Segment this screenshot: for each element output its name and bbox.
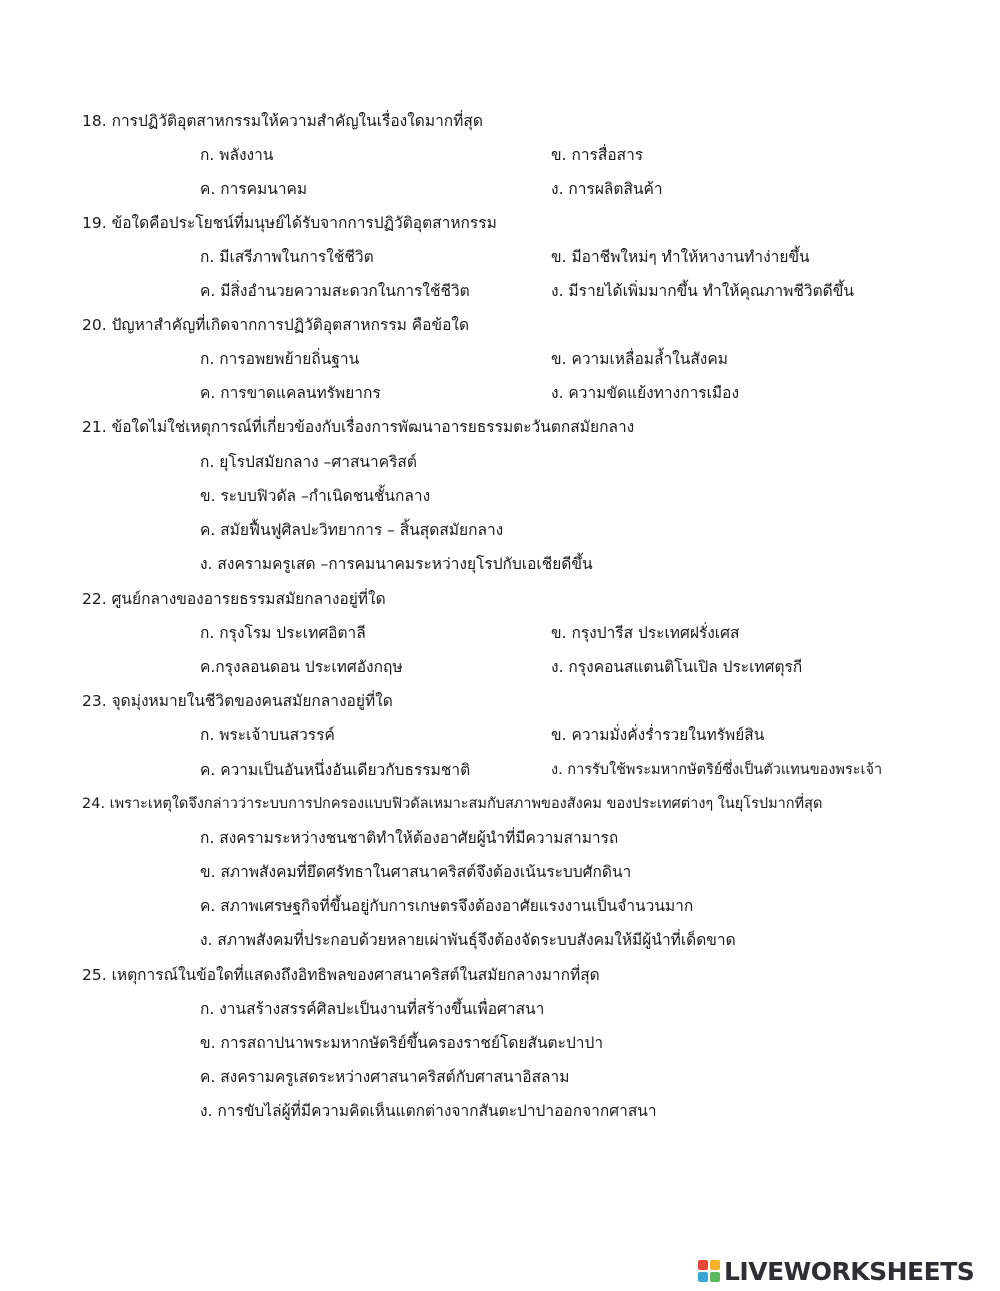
question-23: 23. จุดมุ่งหมายในชีวิตของคนสมัยกลางอยู่ที่ใด [82, 692, 393, 710]
logo-mark-tile [710, 1260, 720, 1270]
logo-mark-icon [698, 1260, 720, 1282]
q22-option-a[interactable]: ก. กรุงโรม ประเทศอิตาลี [200, 624, 366, 642]
q25-option-a[interactable]: ก. งานสร้างสรรค์ศิลปะเป็นงานที่สร้างขึ้นเพื่อศาสนา [200, 1000, 545, 1018]
q24-option-a[interactable]: ก. สงครามระหว่างชนชาติทำให้ต้องอาศัยผู้นำที่มีความสามารถ [200, 829, 619, 847]
q20-option-c[interactable]: ค. การขาดแคลนทรัพยากร [200, 384, 381, 402]
q23-option-c[interactable]: ค. ความเป็นอันหนึ่งอันเดียวกับธรรมชาติ [200, 761, 471, 779]
q25-option-c[interactable]: ค. สงครามครูเสดระหว่างศาสนาคริสต์กับศาสนาอิสลาม [200, 1068, 570, 1086]
liveworksheets-logo [698, 1254, 974, 1288]
q19-option-b[interactable]: ข. มีอาชีพใหม่ๆ ทำให้หางานทำง่ายขึ้น [551, 248, 810, 266]
q25-option-d[interactable]: ง. การขับไล่ผู้ที่มีความคิดเห็นแตกต่างจากสันตะปาปาออกจากศาสนา [200, 1102, 657, 1120]
q19-option-a[interactable]: ก. มีเสรีภาพในการใช้ชีวิต [200, 248, 374, 266]
q20-option-b[interactable]: ข. ความเหลื่อมล้ำในสังคม [551, 350, 728, 368]
question-18: 18. การปฏิวัติอุตสาหกรรมให้ความสำคัญในเรื่องใดมากที่สุด [82, 112, 483, 130]
logo-mark-tile [710, 1272, 720, 1282]
q22-option-b[interactable]: ข. กรุงปารีส ประเทศฝรั่งเศส [551, 624, 740, 642]
q18-option-a[interactable]: ก. พลังงาน [200, 146, 274, 164]
q24-option-c[interactable]: ค. สภาพเศรษฐกิจที่ขึ้นอยู่กับการเกษตรจึงต้องอาศัยแรงงานเป็นจำนวนมาก [200, 897, 694, 915]
question-20: 20. ปัญหาสำคัญที่เกิดจากการปฏิวัติอุตสาหกรรม คือข้อใด [82, 316, 470, 334]
q19-option-c[interactable]: ค. มีสิ่งอำนวยความสะดวกในการใช้ชีวิต [200, 282, 470, 300]
question-19: 19. ข้อใดคือประโยชน์ที่มนุษย์ได้รับจากการปฏิวัติอุตสาหกรรม [82, 214, 497, 232]
logo-mark-tile [698, 1260, 708, 1270]
q22-option-d[interactable]: ง. กรุงคอนสแตนติโนเปิล ประเทศตุรกี [551, 658, 803, 676]
q25-option-b[interactable]: ข. การสถาปนาพระมหากษัตริย์ขึ้นครองราชย์โดยสันตะปาปา [200, 1034, 604, 1052]
logo-text: LIVEWORKSHEETS [724, 1256, 975, 1286]
question-25: 25. เหตุการณ์ในข้อใดที่แสดงถึงอิทธิพลของศาสนาคริสต์ในสมัยกลางมากที่สุด [82, 966, 600, 984]
q18-option-c[interactable]: ค. การคมนาคม [200, 180, 308, 198]
q19-option-d[interactable]: ง. มีรายได้เพิ่มมากขึ้น ทำให้คุณภาพชีวิตดีขึ้น [551, 282, 854, 300]
question-24: 24. เพราะเหตุใดจึงกล่าวว่าระบบการปกครองแบบฟิวดัลเหมาะสมกับสภาพของสังคม ของประเทศต่างๆ ในยุโรปมากที่สุด [82, 796, 823, 812]
q21-option-a[interactable]: ก. ยุโรปสมัยกลาง –ศาสนาคริสต์ [200, 453, 417, 471]
logo-mark-tile [698, 1272, 708, 1282]
q24-option-b[interactable]: ข. สภาพสังคมที่ยึดศรัทธาในศาสนาคริสต์จึงต้องเน้นระบบศักดินา [200, 863, 632, 881]
q21-option-b[interactable]: ข. ระบบฟิวดัล –กำเนิดชนชั้นกลาง [200, 487, 431, 505]
q18-option-b[interactable]: ข. การสื่อสาร [551, 146, 644, 164]
q23-option-d[interactable]: ง. การรับใช้พระมหากษัตริย์ซึ่งเป็นตัวแทนของพระเจ้า [551, 762, 883, 778]
q20-option-a[interactable]: ก. การอพยพย้ายถิ่นฐาน [200, 350, 360, 368]
q24-option-d[interactable]: ง. สภาพสังคมที่ประกอบด้วยหลายเผ่าพันธุ์จึงต้องจัดระบบสังคมให้มีผู้นำที่เด็ดขาด [200, 931, 736, 949]
q22-option-c[interactable]: ค.กรุงลอนดอน ประเทศอังกฤษ [200, 658, 403, 676]
q21-option-c[interactable]: ค. สมัยฟื้นฟูศิลปะวิทยาการ – สิ้นสุดสมัยกลาง [200, 521, 504, 539]
q23-option-a[interactable]: ก. พระเจ้าบนสวรรค์ [200, 726, 335, 744]
q20-option-d[interactable]: ง. ความขัดแย้งทางการเมือง [551, 384, 740, 402]
q23-option-b[interactable]: ข. ความมั่งคั่งร่ำรวยในทรัพย์สิน [551, 726, 765, 744]
question-21: 21. ข้อใดไม่ใช่เหตุการณ์ที่เกี่ยวข้องกับเรื่องการพัฒนาอารยธรรมตะวันตกสมัยกลาง [82, 418, 635, 436]
q18-option-d[interactable]: ง. การผลิตสินค้า [551, 180, 663, 198]
question-22: 22. ศูนย์กลางของอารยธรรมสมัยกลางอยู่ที่ใด [82, 590, 386, 608]
q21-option-d[interactable]: ง. สงครามครูเสด –การคมนาคมระหว่างยุโรปกับเอเชียดีขึ้น [200, 555, 593, 573]
